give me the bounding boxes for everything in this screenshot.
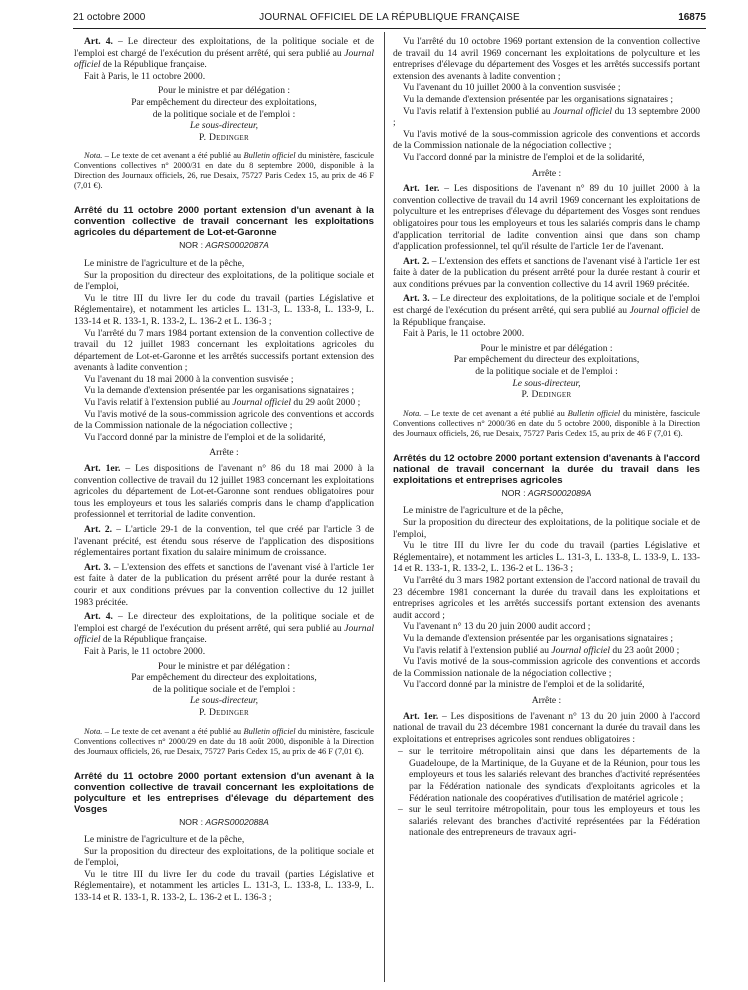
visa-paragraph: Le ministre de l'agriculture et de la pêche, <box>403 505 564 517</box>
signature-line: Par empêchement du directeur des exploitations, <box>453 354 640 366</box>
decree-title: Arrêtés du 12 octobre 2000 portant extension d'avenants à l'accord national de travail concernant la durée du travail dans les exploitations et entreprises agricoles <box>393 452 700 486</box>
visa-paragraph: Le ministre de l'agriculture et de la pêche, <box>84 834 245 846</box>
signature-line: Pour le ministre et par délégation : <box>157 660 291 672</box>
decree-title: Arrêté du 11 octobre 2000 portant extension d'un avenant à la convention collective de travail concernant les exploitations agricoles du département de Lot-et-Garonne <box>74 205 374 239</box>
header-rule <box>73 28 706 29</box>
header-date: 21 octobre 2000 <box>73 12 146 23</box>
article-paragraph: Art. 2. – L'article 29-1 de la convention, tel que créé par l'article 3 de l'avenant précité, est étendu sous réserve de l'application des dispositions réglementaires portant fixation du salaire minimum de croissance. <box>74 524 374 559</box>
column-divider <box>384 32 385 982</box>
arrete-heading: Arrête : <box>209 447 239 459</box>
header-journal-title: JOURNAL OFFICIEL DE LA RÉPUBLIQUE FRANÇAISE <box>259 12 520 23</box>
visa-paragraph: Vu l'avenant n° 13 du 20 juin 2000 audit accord ; <box>403 621 591 633</box>
list-item: – sur le seul territoire métropolitain, pour tous les employeurs et tous les salariés relevant des branches d'activité représentées par la Fédération nationale des entrepreneurs de travaux agri- <box>393 804 700 839</box>
visa-paragraph: Vu l'avis relatif à l'extension publié au Journal officiel du 23 août 2000 ; <box>403 644 680 656</box>
header-page-number: 16875 <box>678 12 706 23</box>
article-paragraph: Art. 1er. – Les dispositions de l'avenant n° 13 du 20 juin 2000 à l'accord national de travail du 23 décembre 1981 concernant la durée du travail dans les exploitations et entreprises agricoles sont rendues obligatoires : <box>393 710 700 745</box>
visa-paragraph: Vu l'arrêté du 3 mars 1982 portant extension de l'accord national de travail du 23 décembre 1981 concernant la durée du travail dans les exploitations et entreprises agricoles et les arrêtés successifs portant extension des avenants audit accord ; <box>393 574 700 621</box>
signature-title: Le sous-directeur, <box>189 695 259 707</box>
done-at-line: Fait à Paris, le 11 octobre 2000. <box>84 70 206 82</box>
signature-line: Pour le ministre et par délégation : <box>480 342 613 354</box>
article-paragraph: Art. 1er. – Les dispositions de l'avenant n° 89 du 10 juillet 2000 à la convention collective de travail du 14 avril 1969 concernant les exploitations de polyculture et les entreprises d'élevage du département des Vosges sont rendues obligatoires pour tous les employeurs et tous les salariés compris dans le champ d'application territorial de ladite convention ainsi que dans son champ d'application professionnel, tel qu'il résulte de l'article 1er de l'avenant. <box>393 183 700 253</box>
nor-reference: NOR : AGRS0002087A <box>179 240 269 251</box>
visa-paragraph: Vu l'avenant du 10 juillet 2000 à la convention susvisée ; <box>403 82 621 94</box>
signature-line: de la politique sociale et de l'emploi : <box>152 108 296 120</box>
article-paragraph: Art. 4. – Le directeur des exploitations, de la politique sociale et de l'emploi est chargé de l'exécution du présent arrêté, qui sera publié au Journal officiel de la République française. <box>74 611 374 646</box>
visa-paragraph: Vu l'accord donné par la ministre de l'emploi et de la solidarité, <box>403 679 645 691</box>
visa-paragraph: Vu l'arrêté du 7 mars 1984 portant extension de la convention collective de travail du 12 juillet 1983 concernant les exploitations agricoles du département de Lot-et-Garonne et les arrêtés successifs portant extension des avenants à ladite convention ; <box>74 327 374 374</box>
visa-paragraph: Sur la proposition du directeur des exploitations, de la politique sociale et de l'emploi, <box>74 845 374 869</box>
signatory-name: P. Dedinger <box>199 706 249 718</box>
left-column <box>74 36 374 904</box>
list-item: – sur le territoire métropolitain ainsi que dans les départements de la Guadeloupe, de la Martinique, de la Guyane et de la Réunion, pour tous les employeurs et tous les salariés relevant des branches d'activité représentées par la Fédération nationale des syndicats d'exploitants agricoles et la Fédération nationale des coopératives d'utilisation de matériel agricole ; <box>393 746 700 804</box>
done-at-line: Fait à Paris, le 11 octobre 2000. <box>403 328 525 340</box>
visa-paragraph: Vu l'arrêté du 10 octobre 1969 portant extension de la convention collective de travail du 14 avril 1969 concernant les exploitations de polyculture et les entreprises d'élevage du département des Vosges et les arrêtés successifs portant extension des avenants à ladite convention ; <box>393 36 700 82</box>
nota-note: Nota. – Le texte de cet avenant a été publié au Bulletin officiel du ministère, fascicule Conventions collectives n° 2000/29 en date du 18 août 2000, disponible à la Direction des Journaux officiels, 26, rue Desaix, 75727 Paris Cedex 15, au prix de 46 F (7,01 €). <box>74 726 374 756</box>
signatory-name: P. Dedinger <box>199 131 249 143</box>
signature-line: de la politique sociale et de l'emploi : <box>152 683 296 695</box>
visa-paragraph: Vu l'avis relatif à l'extension publié au Journal officiel du 13 septembre 2000 ; <box>393 105 700 129</box>
article-paragraph: Art. 2. – L'extension des effets et sanctions de l'avenant visé à l'article 1er est faite à dater de la publication du présent arrêté pour la durée restant à courir et aux conditions prévues par la convention collective du 14 avril 1969 précitée. <box>393 255 700 290</box>
nota-note: Nota. – Le texte de cet avenant a été publié au Bulletin officiel du ministère, fascicule Conventions collectives n° 2000/31 en date du 8 septembre 2000, disponible à la Direction des Journaux officiels, 26, rue Desaix, 75727 Paris Cedex 15, au prix de 46 F (7,01 €). <box>74 151 374 191</box>
done-at-line: Fait à Paris, le 11 octobre 2000. <box>84 645 206 657</box>
visa-paragraph: Vu le titre III du livre Ier du code du travail (parties Législative et Réglementaire), et notamment les articles L. 131-3, L. 133-8, L. 133-9, L. 133-14 et R. 133-1, R. 133-2, L. 136-2 et L. 136-3 ; <box>74 292 374 327</box>
visa-paragraph: Sur la proposition du directeur des exploitations, de la politique sociale et de l'emploi, <box>393 517 700 540</box>
visa-paragraph: Vu l'accord donné par la ministre de l'emploi et de la solidarité, <box>84 431 326 443</box>
visa-paragraph: Vu l'avis motivé de la sous-commission agricole des conventions et accords de la Commission nationale de la négociation collective ; <box>74 408 374 432</box>
visa-paragraph: Vu l'avenant du 18 mai 2000 à la convention susvisée ; <box>84 373 294 385</box>
visa-paragraph: Sur la proposition du directeur des exploitations, de la politique sociale et de l'emploi, <box>74 269 374 293</box>
scope-list <box>393 746 700 839</box>
article-paragraph: Art. 4. – Le directeur des exploitations, de la politique sociale et de l'emploi est chargé de l'exécution du présent arrêté, qui sera publié au Journal officiel de la République française. <box>74 36 374 71</box>
article-paragraph: Art. 3. – L'extension des effets et sanctions de l'avenant visé à l'article 1er est faite à dater de la publication du présent arrêté pour la durée restant à courir et aux conditions prévues par la convention collective du 12 juillet 1983 précitée. <box>74 561 374 608</box>
right-column <box>393 36 700 839</box>
visa-paragraph: Vu l'accord donné par la ministre de l'emploi et de la solidarité, <box>403 151 645 163</box>
arrete-heading: Arrête : <box>531 167 562 179</box>
visa-paragraph: Le ministre de l'agriculture et de la pêche, <box>84 257 245 269</box>
signature-line: Par empêchement du directeur des exploitations, <box>131 672 317 684</box>
visa-paragraph: Vu le titre III du livre Ier du code du travail (parties Législative et Réglementaire), et notamment les articles L. 131-3, L. 133-8, L. 133-9, L. 133-14 et R. 133-1, R. 133-2, L. 136-2 et L. 136-3 ; <box>393 540 700 575</box>
nor-reference: NOR : AGRS0002088A <box>179 816 269 827</box>
nor-reference: NOR : AGRS0002089A <box>501 487 592 498</box>
signature-title: Le sous-directeur, <box>189 120 259 132</box>
signature-line: Par empêchement du directeur des exploitations, <box>131 96 317 108</box>
signature-line: de la politique sociale et de l'emploi : <box>475 366 618 378</box>
page-header <box>73 12 706 28</box>
visa-paragraph: Vu l'avis motivé de la sous-commission agricole des conventions et accords de la Commission nationale de la négociation collective ; <box>393 128 700 152</box>
visa-paragraph: Vu la demande d'extension présentée par les organisations signataires ; <box>84 385 355 397</box>
visa-paragraph: Vu la demande d'extension présentée par les organisations signataires ; <box>403 632 674 644</box>
signature-line: Pour le ministre et par délégation : <box>157 85 291 97</box>
signatory-name: P. Dedinger <box>521 389 572 401</box>
decree-title: Arrêté du 11 octobre 2000 portant extension d'un avenant à la convention collective de travail concernant les exploitations de polyculture et les entreprises d'élevage du département des Vosges <box>74 770 374 815</box>
article-paragraph: Art. 3. – Le directeur des exploitations, de la politique sociale et de l'emploi est chargé de l'exécution du présent arrêté, qui sera publié au Journal officiel de la République française. <box>393 293 700 328</box>
visa-paragraph: Vu l'avis motivé de la sous-commission agricole des conventions et accords de la Commission nationale de la négociation collective ; <box>393 656 700 679</box>
signature-title: Le sous-directeur, <box>512 377 581 389</box>
visa-paragraph: Vu l'avis relatif à l'extension publié au Journal officiel du 29 août 2000 ; <box>84 397 361 409</box>
visa-paragraph: Vu la demande d'extension présentée par les organisations signataires ; <box>403 93 674 105</box>
visa-paragraph: Vu le titre III du livre Ier du code du travail (parties Législative et Réglementaire), et notamment les articles L. 131-3, L. 133-8, L. 133-9, L. 133-14 et R. 133-1, R. 133-2, L. 136-2 et L. 136-3 ; <box>74 868 374 904</box>
nota-note: Nota. – Le texte de cet avenant a été publié au Bulletin officiel du ministère, fascicule Conventions collectives n° 2000/36 en date du 5 octobre 2000, disponible à la Direction des Journaux officiels, 26, rue Desaix, 75727 Paris Cedex 15, au prix de 46 F (7,01 €). <box>393 408 700 438</box>
arrete-heading: Arrête : <box>531 694 562 706</box>
article-paragraph: Art. 1er. – Les dispositions de l'avenant n° 86 du 18 mai 2000 à la convention collective de travail du 12 juillet 1983 concernant les exploitations agricoles du département de Lot-et-Garonne sont rendues obligatoires pour tous les employeurs et tous les salariés compris dans le champ d'application professionnel et territorial de ladite convention. <box>74 463 375 521</box>
